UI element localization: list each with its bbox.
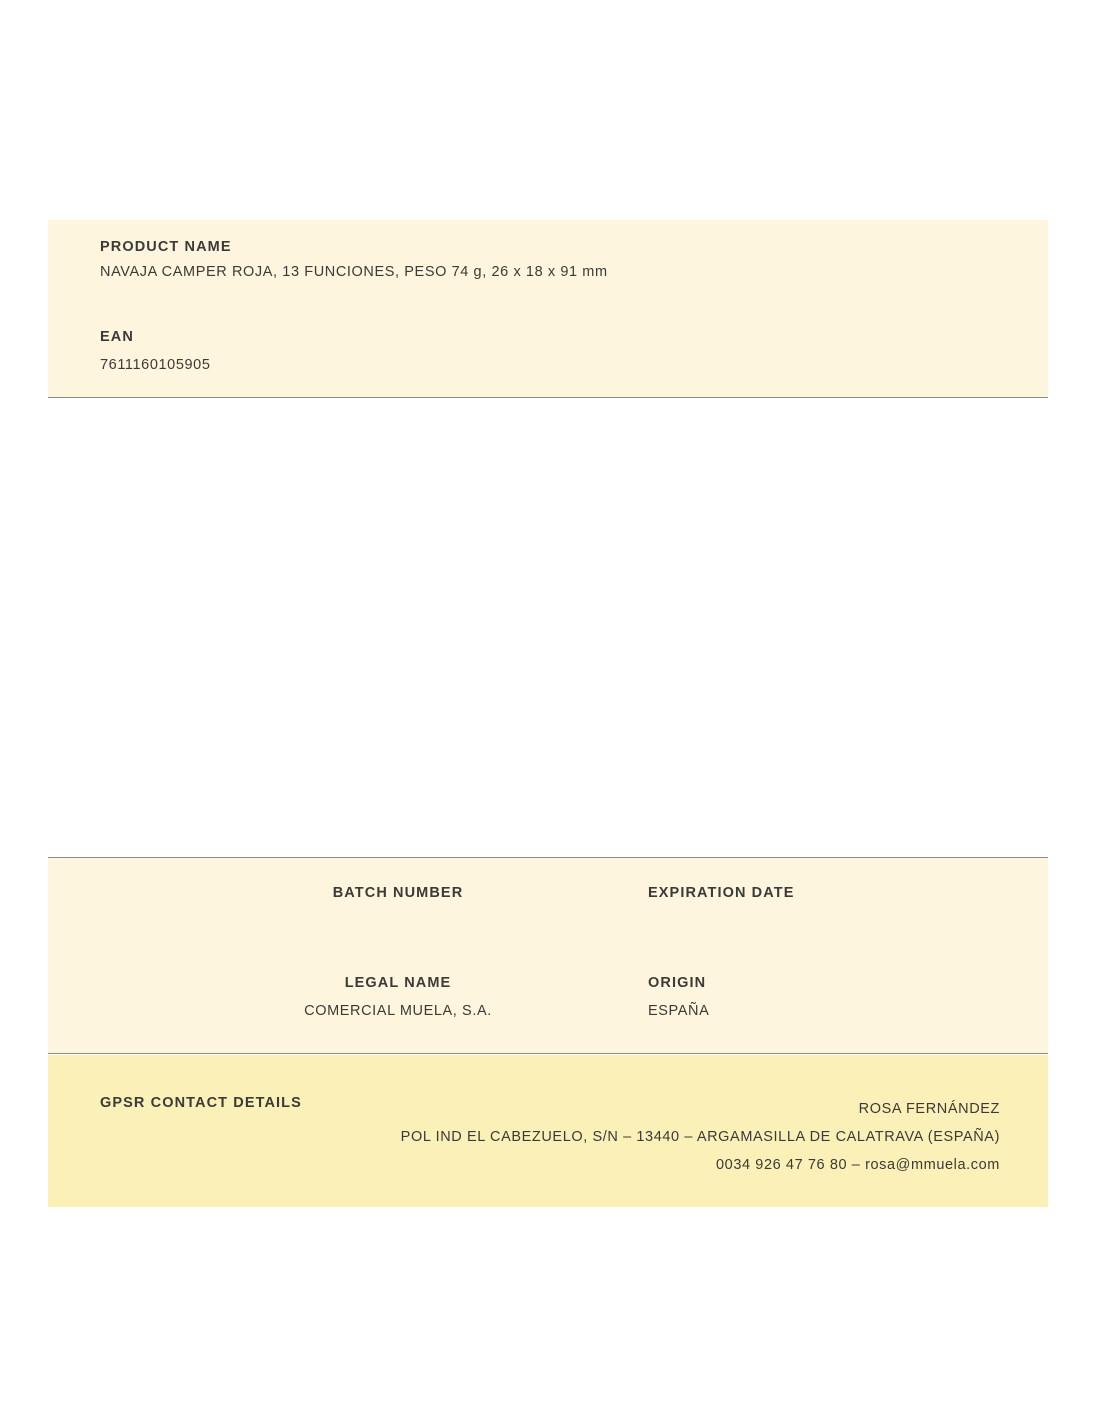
product-name-label: PRODUCT NAME (100, 239, 232, 255)
gpsr-contact-label: GPSR CONTACT DETAILS (100, 1095, 302, 1111)
gpsr-contact-lines (401, 1095, 1000, 1179)
product-info-panel (48, 220, 1048, 398)
ean-label: EAN (100, 329, 134, 345)
product-name-value: NAVAJA CAMPER ROJA, 13 FUNCIONES, PESO 74 g, 26 x 18 x 91 mm (100, 264, 608, 280)
origin-label: ORIGIN (648, 975, 707, 991)
legal-name-value: COMERCIAL MUELA, S.A. (304, 1003, 492, 1019)
origin-value: ESPAÑA (648, 1003, 710, 1019)
expiration-date-label: EXPIRATION DATE (648, 885, 795, 901)
gpsr-phone-email: 0034 926 47 76 80 – rosa@mmuela.com (716, 1157, 1000, 1173)
batch-legal-panel (48, 857, 1048, 1054)
ean-value: 7611160105905 (100, 357, 211, 373)
batch-number-label: BATCH NUMBER (332, 885, 464, 901)
gpsr-contact-panel (48, 1055, 1048, 1207)
gpsr-address: POL IND EL CABEZUELO, S/N – 13440 – ARGAMASILLA DE CALATRAVA (ESPAÑA) (400, 1129, 1000, 1145)
gpsr-contact-name: ROSA FERNÁNDEZ (858, 1101, 1000, 1117)
legal-name-label: LEGAL NAME (344, 975, 452, 991)
